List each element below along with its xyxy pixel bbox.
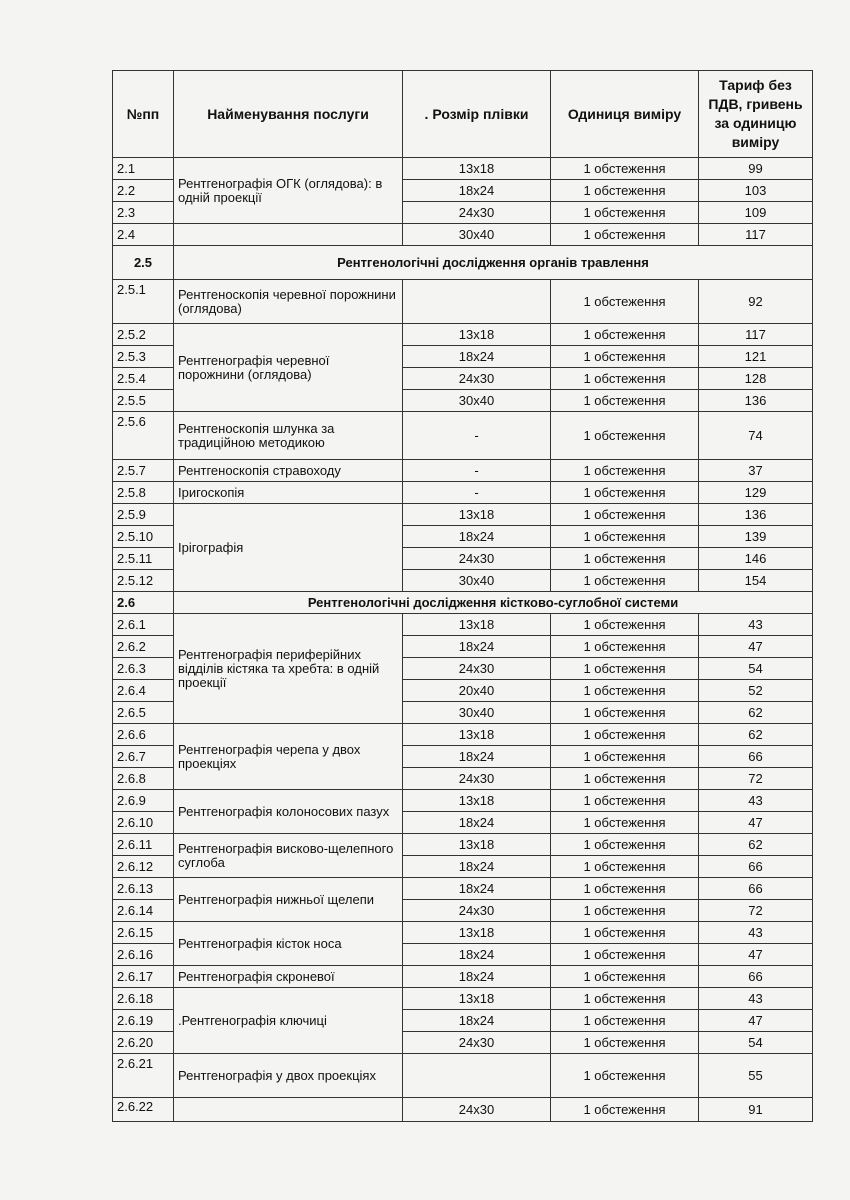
film-size: 13x18: [403, 504, 551, 526]
unit: 1 обстеження: [551, 202, 699, 224]
tariff: 62: [699, 702, 813, 724]
section-num: 2.5: [113, 246, 174, 280]
film-size: 18x24: [403, 944, 551, 966]
service-name: Рентгеноскопія черевної порожнини (оглядова): [174, 280, 403, 324]
unit: 1 обстеження: [551, 878, 699, 900]
row-num: 2.6.12: [113, 856, 174, 878]
tariff: 66: [699, 856, 813, 878]
tariff: 66: [699, 966, 813, 988]
row-num: 2.5.6: [113, 412, 174, 460]
unit: 1 обстеження: [551, 1010, 699, 1032]
row-num: 2.5.10: [113, 526, 174, 548]
unit: 1 обстеження: [551, 856, 699, 878]
service-name: Рентгенографія колоносових пазух: [174, 790, 403, 834]
row-num: 2.6.14: [113, 900, 174, 922]
service-name-blank: [174, 1098, 403, 1122]
row-num: 2.6.2: [113, 636, 174, 658]
unit: 1 обстеження: [551, 746, 699, 768]
service-name: Рентгенографія черепа у двох проекціях: [174, 724, 403, 790]
unit: 1 обстеження: [551, 504, 699, 526]
unit: 1 обстеження: [551, 368, 699, 390]
unit: 1 обстеження: [551, 180, 699, 202]
tariff: 72: [699, 900, 813, 922]
film-size: 24x30: [403, 1032, 551, 1054]
header-unit: Одиниця виміру: [551, 71, 699, 158]
film-size: 24x30: [403, 1098, 551, 1122]
row-num: 2.6.22: [113, 1098, 174, 1122]
film-size: 13x18: [403, 988, 551, 1010]
tariff: 55: [699, 1054, 813, 1098]
table-row: [113, 790, 813, 812]
tariff: 54: [699, 1032, 813, 1054]
section-num: 2.6: [113, 592, 174, 614]
tariff: 117: [699, 224, 813, 246]
table-row: [113, 280, 813, 324]
section-title: Рентгенологічні дослідження органів травлення: [174, 246, 813, 280]
row-num: 2.4: [113, 224, 174, 246]
row-num: 2.6.11: [113, 834, 174, 856]
tariff-table: [112, 70, 813, 1122]
unit: 1 обстеження: [551, 570, 699, 592]
section-title: Рентгенологічні дослідження кістково-суглобної системи: [174, 592, 813, 614]
row-num: 2.5.2: [113, 324, 174, 346]
service-name: Рентгенографія у двох проекціях: [174, 1054, 403, 1098]
unit: 1 обстеження: [551, 460, 699, 482]
table-row: [113, 966, 813, 988]
film-size: [403, 280, 551, 324]
film-size: -: [403, 412, 551, 460]
service-name: .Рентгенографія ключиці: [174, 988, 403, 1054]
header-tariff: Тариф без ПДВ, гривень за одиницю виміру: [699, 71, 813, 158]
film-size: 18x24: [403, 746, 551, 768]
header-num: №пп: [113, 71, 174, 158]
table-row: [113, 460, 813, 482]
tariff: 62: [699, 834, 813, 856]
row-num: 2.3: [113, 202, 174, 224]
tariff: 66: [699, 746, 813, 768]
tariff: 129: [699, 482, 813, 504]
row-num: 2.6.3: [113, 658, 174, 680]
service-name: Рентгенографія нижньої щелепи: [174, 878, 403, 922]
table-row: [113, 1054, 813, 1098]
row-num: 2.6.10: [113, 812, 174, 834]
section-row: [113, 246, 813, 280]
table-row: [113, 878, 813, 900]
row-num: 2.6.4: [113, 680, 174, 702]
row-num: 2.6.9: [113, 790, 174, 812]
row-num: 2.1: [113, 158, 174, 180]
table-row: [113, 922, 813, 944]
unit: 1 обстеження: [551, 390, 699, 412]
tariff: 139: [699, 526, 813, 548]
row-num: 2.6.19: [113, 1010, 174, 1032]
row-num: 2.6.18: [113, 988, 174, 1010]
unit: 1 обстеження: [551, 1032, 699, 1054]
unit: 1 обстеження: [551, 324, 699, 346]
unit: 1 обстеження: [551, 158, 699, 180]
table-header-row: [113, 71, 813, 158]
film-size: 18x24: [403, 812, 551, 834]
film-size: 13x18: [403, 922, 551, 944]
service-name: Рентгеноскопія шлунка за традиційною методикою: [174, 412, 403, 460]
tariff: 146: [699, 548, 813, 570]
unit: 1 обстеження: [551, 636, 699, 658]
service-name: Рентгенографія ОГК (оглядова): в одній проекції: [174, 158, 403, 224]
row-num: 2.6.20: [113, 1032, 174, 1054]
film-size: 13x18: [403, 614, 551, 636]
tariff: 47: [699, 812, 813, 834]
tariff: 74: [699, 412, 813, 460]
table-row: [113, 224, 813, 246]
tariff: 47: [699, 636, 813, 658]
row-num: 2.6.17: [113, 966, 174, 988]
tariff: 103: [699, 180, 813, 202]
tariff: 109: [699, 202, 813, 224]
row-num: 2.5.9: [113, 504, 174, 526]
unit: 1 обстеження: [551, 768, 699, 790]
unit: 1 обстеження: [551, 988, 699, 1010]
tariff: 47: [699, 1010, 813, 1032]
row-num: 2.6.15: [113, 922, 174, 944]
tariff: 91: [699, 1098, 813, 1122]
service-name: Рентгенографія висково-щелепного суглоба: [174, 834, 403, 878]
unit: 1 обстеження: [551, 944, 699, 966]
unit: 1 обстеження: [551, 482, 699, 504]
film-size: 24x30: [403, 548, 551, 570]
service-name: Рентгенографія скроневої: [174, 966, 403, 988]
film-size: 18x24: [403, 1010, 551, 1032]
unit: 1 обстеження: [551, 280, 699, 324]
unit: 1 обстеження: [551, 900, 699, 922]
service-name: Рентгенографія черевної порожнини (оглядова): [174, 324, 403, 412]
film-size: 24x30: [403, 768, 551, 790]
film-size: -: [403, 460, 551, 482]
tariff: 54: [699, 658, 813, 680]
row-num: 2.6.7: [113, 746, 174, 768]
table-row: [113, 1098, 813, 1122]
header-name: Найменування послуги: [174, 71, 403, 158]
film-size: 18x24: [403, 856, 551, 878]
tariff: 62: [699, 724, 813, 746]
unit: 1 обстеження: [551, 724, 699, 746]
film-size: 18x24: [403, 526, 551, 548]
film-size: 13x18: [403, 158, 551, 180]
tariff: 136: [699, 390, 813, 412]
row-num: 2.5.1: [113, 280, 174, 324]
film-size: [403, 1054, 551, 1098]
tariff: 154: [699, 570, 813, 592]
tariff: 99: [699, 158, 813, 180]
unit: 1 обстеження: [551, 834, 699, 856]
row-num: 2.6.6: [113, 724, 174, 746]
film-size: 24x30: [403, 202, 551, 224]
unit: 1 обстеження: [551, 680, 699, 702]
service-name: Рентгеноскопія стравоходу: [174, 460, 403, 482]
unit: 1 обстеження: [551, 966, 699, 988]
tariff: 52: [699, 680, 813, 702]
unit: 1 обстеження: [551, 526, 699, 548]
unit: 1 обстеження: [551, 790, 699, 812]
tariff: 117: [699, 324, 813, 346]
table-row: [113, 412, 813, 460]
row-num: 2.6.21: [113, 1054, 174, 1098]
film-size: 13x18: [403, 724, 551, 746]
film-size: 13x18: [403, 834, 551, 856]
unit: 1 обстеження: [551, 702, 699, 724]
film-size: 24x30: [403, 658, 551, 680]
unit: 1 обстеження: [551, 812, 699, 834]
unit: 1 обстеження: [551, 1054, 699, 1098]
tariff: 92: [699, 280, 813, 324]
film-size: 18x24: [403, 180, 551, 202]
unit: 1 обстеження: [551, 412, 699, 460]
row-num: 2.5.4: [113, 368, 174, 390]
service-name: Іригоскопія: [174, 482, 403, 504]
row-num: 2.5.11: [113, 548, 174, 570]
table-row: [113, 324, 813, 346]
row-num: 2.5.7: [113, 460, 174, 482]
tariff: 43: [699, 790, 813, 812]
film-size: 18x24: [403, 966, 551, 988]
film-size: 18x24: [403, 346, 551, 368]
tariff: 43: [699, 988, 813, 1010]
tariff: 72: [699, 768, 813, 790]
film-size: 24x30: [403, 368, 551, 390]
film-size: -: [403, 482, 551, 504]
table-row: [113, 504, 813, 526]
unit: 1 обстеження: [551, 346, 699, 368]
table-row: [113, 834, 813, 856]
unit: 1 обстеження: [551, 614, 699, 636]
row-num: 2.6.5: [113, 702, 174, 724]
service-name: Рентгенографія периферійних відділів кістяка та хребта: в одній проекції: [174, 614, 403, 724]
service-name: Ірігографія: [174, 504, 403, 592]
film-size: 30x40: [403, 224, 551, 246]
unit: 1 обстеження: [551, 548, 699, 570]
header-size: . Розмір плівки: [403, 71, 551, 158]
unit: 1 обстеження: [551, 658, 699, 680]
unit: 1 обстеження: [551, 1098, 699, 1122]
row-num: 2.6.16: [113, 944, 174, 966]
service-name: Рентгенографія кісток носа: [174, 922, 403, 966]
tariff: 43: [699, 922, 813, 944]
film-size: 30x40: [403, 570, 551, 592]
tariff: 47: [699, 944, 813, 966]
tariff: 43: [699, 614, 813, 636]
tariff: 136: [699, 504, 813, 526]
row-num: 2.6.1: [113, 614, 174, 636]
section-row: [113, 592, 813, 614]
film-size: 18x24: [403, 878, 551, 900]
row-num: 2.5.8: [113, 482, 174, 504]
film-size: 30x40: [403, 390, 551, 412]
tariff: 66: [699, 878, 813, 900]
tariff: 121: [699, 346, 813, 368]
row-num: 2.2: [113, 180, 174, 202]
tariff: 128: [699, 368, 813, 390]
row-num: 2.5.3: [113, 346, 174, 368]
unit: 1 обстеження: [551, 922, 699, 944]
table-row: [113, 724, 813, 746]
table-row: [113, 482, 813, 504]
table-row: [113, 158, 813, 180]
table-row: [113, 988, 813, 1010]
table-row: [113, 614, 813, 636]
row-num: 2.6.13: [113, 878, 174, 900]
service-name-blank: [174, 224, 403, 246]
film-size: 20x40: [403, 680, 551, 702]
film-size: 13x18: [403, 324, 551, 346]
unit: 1 обстеження: [551, 224, 699, 246]
row-num: 2.5.5: [113, 390, 174, 412]
film-size: 30x40: [403, 702, 551, 724]
film-size: 13x18: [403, 790, 551, 812]
film-size: 18x24: [403, 636, 551, 658]
row-num: 2.5.12: [113, 570, 174, 592]
tariff: 37: [699, 460, 813, 482]
film-size: 24x30: [403, 900, 551, 922]
row-num: 2.6.8: [113, 768, 174, 790]
